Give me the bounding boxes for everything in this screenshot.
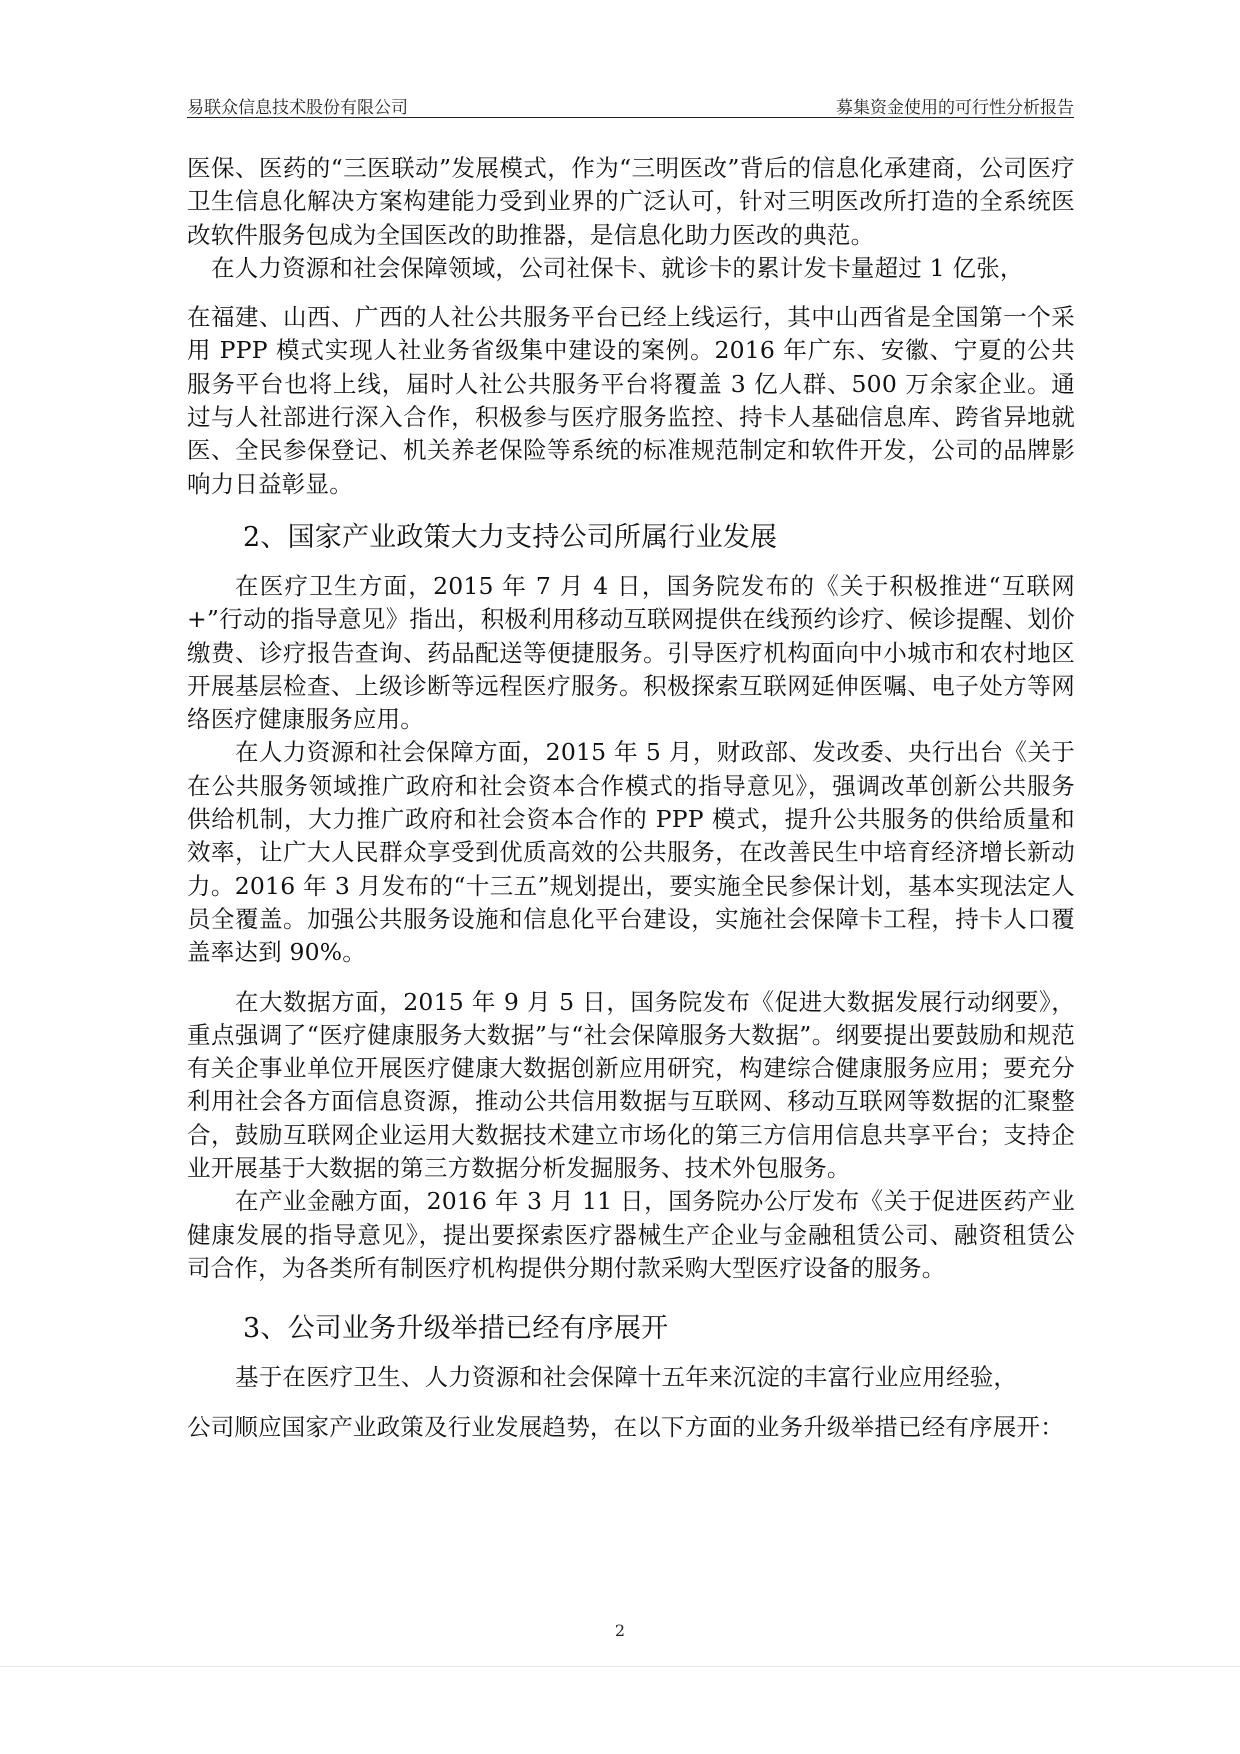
paragraph-social-security-policy: 在人力资源和社会保障方面，2015 年 5 月，财政部、发改委、央行出台《关于在公共服务领域推广政府和社会资本合作模式的指导意见》，强调改革创新公共服务供给机制，大力推广政府和社会资本合作的 PPP 模式，提升公共服务的供给质量和效率，让广大人民群众享受到优质高效的公共服务，在改善民生中培育经济增长新动力。2016 年 3 月发布的“十三五”规划提出，要实施全民参保计划，基本实现法定人员全覆盖。加强公共服务设施和信息化平台建设，实施社会保障卡工程，持卡人口覆盖率达到 90%。	[187, 738, 1075, 967]
paragraph-social-security-platforms: 在福建、山西、广西的人社公共服务平台已经上线运行，其中山西省是全国第一个采用 PPP 模式实现人社业务省级集中建设的案例。2016 年广东、安徽、宁夏的公共服务平台也将上线，届时人社公共服务平台将覆盖 3 亿人群、500 万余家企业。通过与人社部进行深入合作，积极参与医疗服务监控、持卡人基础信息库、跨省异地就医、全民参保登记、机关养老保险等系统的标准规范制定和软件开发，公司的品牌影响力日益彰显。	[187, 303, 1075, 498]
page-header	[187, 93, 1074, 118]
document-body	[187, 152, 1075, 1444]
paragraph-industry-finance-policy: 在产业金融方面，2016 年 3 月 11 日，国务院办公厅发布《关于促进医药产业健康发展的指导意见》，提出要探索医疗器械生产企业与金融租赁公司、融资租赁公司合作，为各类所有制医疗机构提供分期付款采购大型医疗设备的服务。	[187, 1187, 1075, 1282]
paragraph-medical-reform: 医保、医药的“三医联动”发展模式，作为“三明医改”背后的信息化承建商，公司医疗卫生信息化解决方案构建能力受到业界的广泛认可，针对三明医改所打造的全系统医改软件服务包成为全国医改的助推器，是信息化助力医改的典范。	[187, 154, 1075, 249]
paragraph-big-data-policy: 在大数据方面，2015 年 9 月 5 日，国务院发布《促进大数据发展行动纲要》，重点强调了“医疗健康服务大数据”与“社会保障服务大数据”。纲要提出要鼓励和规范有关企事业单位开展医疗健康大数据创新应用研究，构建综合健康服务应用；要充分利用社会各方面信息资源，推动公共信用数据与互联网、移动互联网等数据的汇聚整合，鼓励互联网企业运用大数据技术建立市场化的第三方信用信息共享平台；支持企业开展基于大数据的第三方数据分析发掘服务、技术外包服务。	[187, 987, 1075, 1183]
paragraph-business-upgrade-intro: 基于在医疗卫生、人力资源和社会保障十五年来沉淀的丰富行业应用经验，	[235, 1363, 1018, 1392]
paragraph-social-security-intro: 在人力资源和社会保障领域，公司社保卡、就诊卡的累计发卡量超过 1 亿张，	[211, 253, 1024, 282]
header-report-title: 募集资金使用的可行性分析报告	[836, 98, 1074, 118]
paragraph-healthcare-policy: 在医疗卫生方面，2015 年 7 月 4 日，国务院发布的《关于积极推进“互联网+”行动的指导意见》指出，积极利用移动互联网提供在线预约诊疗、候诊提醒、划价缴费、诊疗报告查询、药品配送等便捷服务。引导医疗机构面向中小城市和农村地区开展基层检查、上级诊断等远程医疗服务。积极探索互联网延伸医嘱、电子处方等网络医疗健康服务应用。	[187, 571, 1075, 734]
paragraph-business-upgrade-continued: 公司顺应国家产业政策及行业发展趋势，在以下方面的业务升级举措已经有序展开：	[187, 1412, 1064, 1441]
section-heading-business-upgrade: 3、公司业务升级举措已经有序展开	[243, 1313, 669, 1345]
header-company-name: 易联众信息技术股份有限公司	[187, 98, 408, 118]
page-number: 2	[614, 1621, 626, 1640]
section-heading-policy-support: 2、国家产业政策大力支持公司所属行业发展	[243, 521, 778, 553]
page-bottom-divider	[0, 1666, 1240, 1667]
